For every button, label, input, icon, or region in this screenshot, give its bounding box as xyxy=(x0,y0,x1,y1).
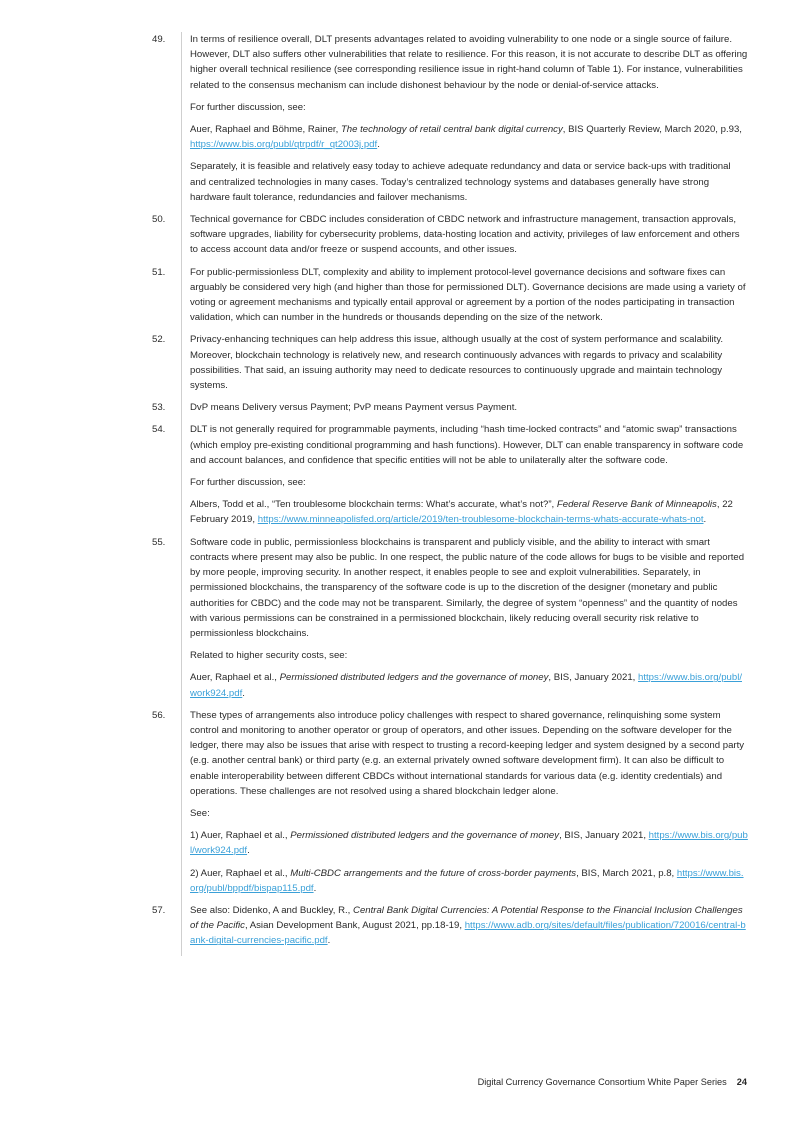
endnote-number: 55. xyxy=(152,536,166,548)
reference-details: , BIS, March 2021, p.8, xyxy=(576,867,677,879)
endnote-body xyxy=(181,332,748,400)
reference-end: . xyxy=(313,882,317,894)
reference-authors: Auer, Raphael et al., xyxy=(190,672,280,684)
reference-title: Central Bank Digital Currencies: A Potential Response to the Financial Inclusion Challenges of the Pacific xyxy=(190,904,743,932)
endnote-body xyxy=(181,422,748,534)
endnote-body xyxy=(181,400,748,422)
endnote-50 xyxy=(152,212,748,265)
endnote-number: 53. xyxy=(152,402,166,414)
page-footer xyxy=(478,1077,747,1087)
endnote-body xyxy=(181,265,748,333)
endnote-52 xyxy=(152,332,748,400)
endnote-paragraph: Technical governance for CBDC includes consideration of CBDC network and infrastructure management, transaction approvals, software upgrades, liability for cybersecurity problems, data-hosting location and activity, privileges of law enforcement and others to access account data and/or freeze or suspend accounts, and other issues. xyxy=(190,214,740,256)
reference-link[interactable]: https://www.bis.org/publ/work924.pdf xyxy=(190,672,742,699)
reference-end: . xyxy=(247,845,250,857)
endnote-number: 52. xyxy=(152,334,166,346)
reference-authors: 1) Auer, Raphael et al., xyxy=(190,830,291,842)
endnote-paragraph: These types of arrangements also introduce policy challenges with respect to shared governance, relinquishing some system control and monitoring to another operator or group of operators, and other issues. Depending on the software developer for the ledger, there may also be issues that arise with respect to trusting a record-keeping ledger and system designed by a second party (e.g. another central bank) or third party (e.g. an external privately owned software development firm). It can also be difficult to enable interoperability between different CBDCs without international standards for various data (e.g. identity credentials) and operations. These challenges are not resolved using a shared blockchain ledger alone. xyxy=(190,709,745,797)
endnote-reference xyxy=(190,866,748,896)
reference-link[interactable]: https://www.bis.org/publ/work924.pdf xyxy=(190,830,748,857)
endnote-paragraph: DvP means Delivery versus Payment; PvP means Payment versus Payment. xyxy=(190,402,518,414)
endnote-body xyxy=(181,212,748,265)
reference-details: , BIS, January 2021, xyxy=(559,830,649,842)
endnote-paragraph: For further discussion, see: xyxy=(190,101,306,113)
endnote-body xyxy=(181,708,748,903)
endnote-reference xyxy=(190,903,748,949)
reference-authors: See also: Didenko, A and Buckley, R., xyxy=(190,904,354,916)
reference-details: , 22 February 2019, xyxy=(190,499,733,526)
endnote-body xyxy=(181,903,748,956)
reference-title: Federal Reserve Bank of Minneapolis xyxy=(556,499,717,511)
endnote-number: 49. xyxy=(152,34,166,45)
endnote-54 xyxy=(152,422,748,534)
endnote-number: 51. xyxy=(152,266,166,278)
endnote-body xyxy=(181,535,748,708)
reference-title: Permissioned distributed ledgers and the governance of money xyxy=(290,830,560,842)
page-number: 24 xyxy=(736,1077,747,1087)
endnote-reference xyxy=(190,497,748,527)
reference-link[interactable]: https://www.minneapolisfed.org/article/2019/ten-troublesome-blockchain-terms-whats-accurate-whats-not xyxy=(257,514,704,526)
reference-end: . xyxy=(703,514,707,526)
reference-link[interactable]: https://www.bis.org/publ/qtrpdf/r_qt2003j.pdf xyxy=(190,139,378,151)
endnote-53 xyxy=(152,400,748,422)
reference-authors: 2) Auer, Raphael et al., xyxy=(190,867,291,879)
reference-end: . xyxy=(377,139,380,151)
endnote-57 xyxy=(152,903,748,956)
endnote-56 xyxy=(152,708,748,903)
endnote-paragraph: In terms of resilience overall, DLT presents advantages related to avoiding vulnerability to one node or a single source of failure. However, DLT also suffers other vulnerabilities that relate to resilience. For this reason, it is not accurate to describe DLT as offering higher overall technical resilience (see corresponding resilience issue in right-hand column of Table 1). For instance, vulnerabilities related to the consensus mechanism can include dishonest behaviour by the node or denial-of-service attacks. xyxy=(190,34,748,91)
reference-details: , Asian Development Bank, August 2021, pp.18-19, xyxy=(244,920,465,932)
reference-title: Permissioned distributed ledgers and the governance of money xyxy=(279,672,549,684)
reference-title: The technology of retail central bank digital currency xyxy=(340,124,563,136)
endnote-paragraph: For public-permissionless DLT, complexity and ability to implement protocol-level governance decisions and software fixes can arguably be considered very high (and higher than those for permissioned DLT). Governance decisions are made using a variety of voting or agreement mechanisms and typically entail approval or agreement by a portion of the nodes participating in transaction validation, which can number in the hundreds or thousands depending on the size of the network. xyxy=(190,266,746,324)
footer-series-title: Digital Currency Governance Consortium White Paper Series xyxy=(477,1077,727,1087)
endnote-number: 50. xyxy=(152,214,166,226)
reference-title: Multi-CBDC arrangements and the future of cross-border payments xyxy=(290,867,577,879)
reference-authors: Auer, Raphael and Böhme, Rainer, xyxy=(190,124,341,136)
endnote-reference xyxy=(190,122,748,152)
endnote-reference xyxy=(190,828,748,858)
endnote-number: 57. xyxy=(152,904,166,916)
endnote-49 xyxy=(152,32,748,212)
reference-end: . xyxy=(242,687,245,699)
endnote-51 xyxy=(152,265,748,333)
endnote-paragraph: For further discussion, see: xyxy=(190,477,306,489)
endnote-reference xyxy=(190,670,748,700)
reference-end: . xyxy=(327,935,331,947)
endnote-paragraph: Related to higher security costs, see: xyxy=(190,650,348,662)
endnote-paragraph: Privacy-enhancing techniques can help address this issue, although usually at the cost of system performance and scalability. Moreover, blockchain technology is relatively new, and research continuously advances with regards to privacy and scalability possibilities. That said, an issuing authority may need to dedicate resources to continuously upgrade and maintain technology systems. xyxy=(190,334,724,392)
endnote-number: 54. xyxy=(152,424,166,436)
reference-details: , BIS Quarterly Review, March 2020, p.93, xyxy=(562,124,742,136)
endnote-paragraph: Separately, it is feasible and relatively easy today to achieve adequate redundancy and data or service back-ups with traditional and centralized technologies in many cases. Today’s centralized technology systems and databases generally have strong hardware fault tolerance, redundancies and failover mechanisms. xyxy=(190,161,731,203)
reference-link[interactable]: https://www.bis.org/publ/bppdf/bispap115.pdf xyxy=(190,867,744,894)
endnote-body xyxy=(181,32,748,212)
endnote-paragraph: DLT is not generally required for programmable payments, including “hash time-locked contracts” and “atomic swap” transactions (which employ pre-existing conditional programming and hash functions). However, DLT can enable transparency in software code and account balances, and confidence that specific entities will not be able to unilaterally alter the software code. xyxy=(190,424,744,466)
endnote-55 xyxy=(152,535,748,708)
endnotes-list xyxy=(152,32,748,956)
reference-link[interactable]: https://www.adb.org/sites/default/files/publication/720016/central-bank-digital-currencies-pacific.pdf xyxy=(190,920,746,947)
reference-authors: Albers, Todd et al., “Ten troublesome blockchain terms: What’s accurate, what’s not?”, xyxy=(190,499,557,511)
endnote-number: 56. xyxy=(152,709,166,721)
endnote-paragraph: Software code in public, permissionless blockchains is transparent and publicly visible, and the ability to interact with smart contracts where present may also be public. In one respect, the public nature of the code allows for bugs to be visible and reported by more people, improving security. In another respect, it enables people to see and exploit vulnerabilities. Separately, in permissioned blockchains, the transparency of the software code is up to the discretion of the designer (monetary and public authorities for CBDC) and the code may not be transparent. Similarly, the degree of system “openness” and the quantity of nodes with various permissions can be constrained in a permissioned blockchain, likely reducing overall security risk relative to permissionless blockchains. xyxy=(190,536,745,639)
endnote-paragraph: See: xyxy=(190,807,210,819)
reference-details: , BIS, January 2021, xyxy=(548,672,639,684)
